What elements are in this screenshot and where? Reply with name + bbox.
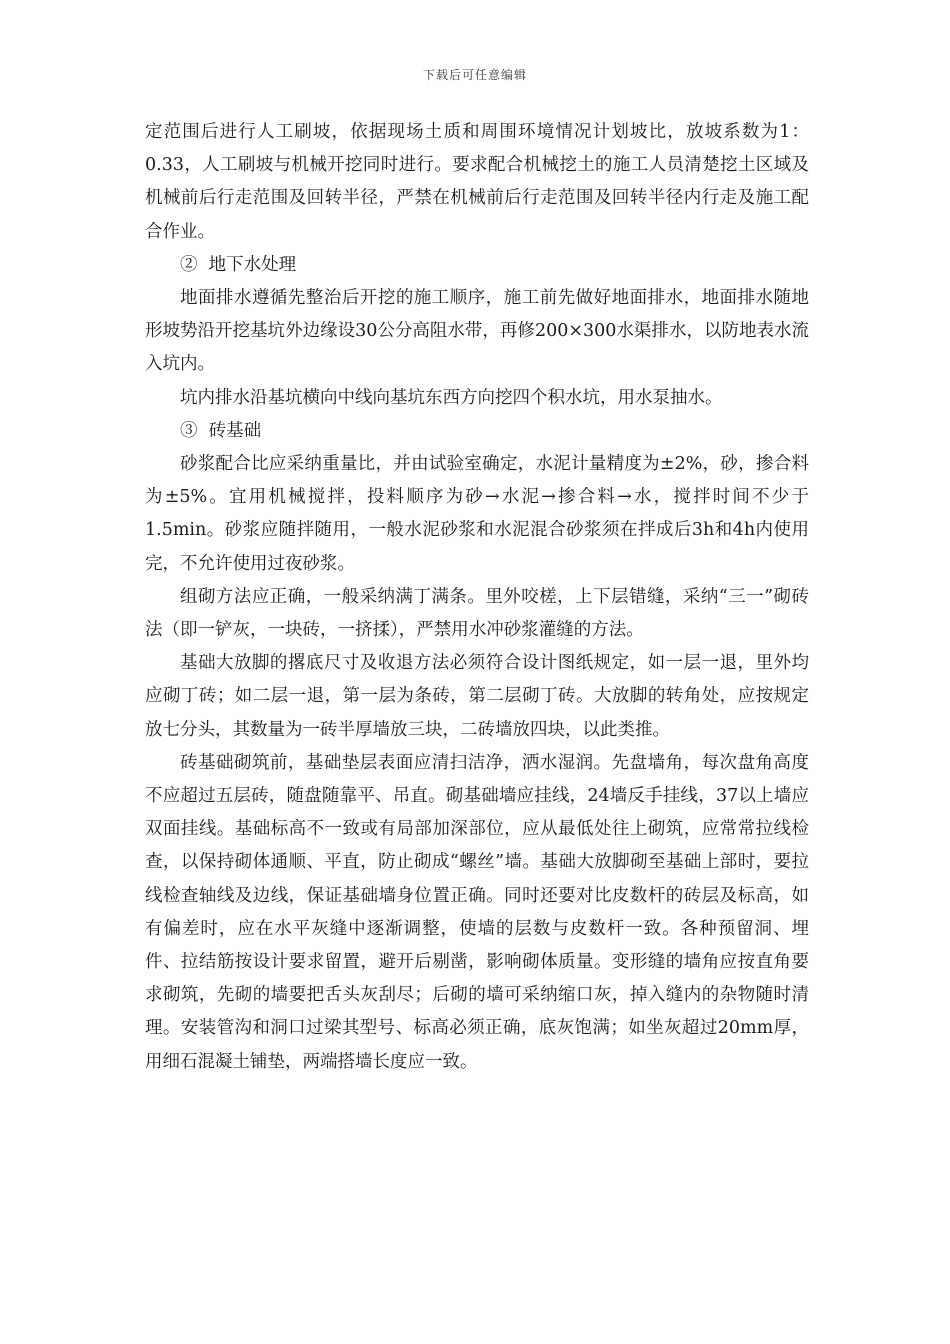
page-header: 下载后可任意编辑 bbox=[422, 68, 527, 82]
document-body bbox=[145, 116, 809, 1079]
paragraph-footing-steps: 基础大放脚的撂底尺寸及收退方法必须符合设计图纸规定，如一层一退，里外均应砌丁砖；如二层一退，第一层为条砖，第二层砌丁砖。大放脚的转角处，应按规定放七分头，其数量为一砖半厚墙放三块，二砖墙放四块，以此类推。 bbox=[145, 653, 809, 740]
paragraph-masonry-procedure: 砖基础砌筑前，基础垫层表面应清扫洁净，洒水湿润。先盘墙角，每次盘角高度不应超过五层砖，随盘随靠平、吊直。砌基础墙应挂线，24墙反手挂线，37以上墙应双面挂线。基础标高不一致或有局部加深部位，应从最低处往上砌筑，应常常拉线检查，以保持砌体通顺、平直，防止砌成“螺丝”墙。基础大放脚砌至基础上部时，要拉线检查轴线及边线，保证基础墙身位置正确。同时还要对比皮数杆的砖层及标高，如有偏差时，应在水平灰缝中逐渐调整，使墙的层数与皮数杆一致。各种预留洞、埋件、拉结筋按设计要求留置，避开后剔凿，影响砌体质量。变形缝的墙角应按直角要求砌筑，先砌的墙要把舌头灰刮尽；后砌的墙可采纳缩口灰，掉入缝内的杂物随时清理。安装管沟和洞口过梁其型号、标高必须正确，底灰饱满；如坐灰超过20mm厚，用细石混凝土铺垫，两端搭墙长度应一致。 bbox=[145, 752, 809, 1072]
section-heading-brick-foundation: ③ 砖基础 bbox=[180, 420, 262, 441]
paragraph-slope-trimming: 定范围后进行人工刷坡，依据现场土质和周围环境情况计划坡比，放坡系数为1：0.33，人工刷坡与机械开挖同时进行。要求配合机械挖土的施工人员清楚挖土区域及机械前后行走范围及回转半径，严禁在机械前后行走范围及回转半径内行走及施工配合作业。 bbox=[145, 122, 809, 242]
section-heading-groundwater: ② 地下水处理 bbox=[180, 254, 297, 275]
paragraph-surface-drainage: 地面排水遵循先整治后开挖的施工顺序，施工前先做好地面排水，地面排水随地形坡势沿开挖基坑外边缘设30公分高阻水带，再修200×300水渠排水，以防地表水流入坑内。 bbox=[145, 288, 809, 375]
paragraph-pit-drainage: 坑内排水沿基坑横向中线向基坑东西方向挖四个积水坑，用水泵抽水。 bbox=[180, 387, 723, 408]
paragraph-mortar-mix: 砂浆配合比应采纳重量比，并由试验室确定，水泥计量精度为±2%，砂，掺合料为±5%。宜用机械搅拌，投料顺序为砂→水泥→掺合料→水，搅拌时间不少于1.5min。砂浆应随拌随用，一般水泥砂浆和水泥混合砂浆须在拌成后3h和4h内使用完，不允许使用过夜砂浆。 bbox=[145, 454, 809, 574]
paragraph-bonding-method: 组砌方法应正确，一般采纳满丁满条。里外咬槎，上下层错缝，采纳“三一”砌砖法（即一铲灰，一块砖，一挤揉），严禁用水冲砂浆灌缝的方法。 bbox=[145, 586, 809, 641]
